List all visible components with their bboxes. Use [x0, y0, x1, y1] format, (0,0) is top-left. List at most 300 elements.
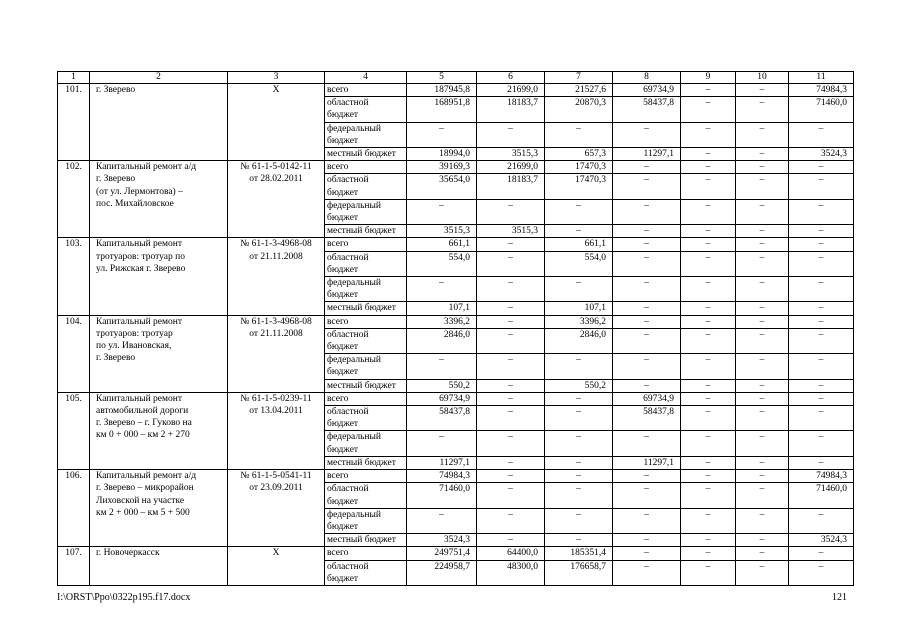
amount-cell: 3524,3 — [789, 148, 854, 161]
amount-cell: – — [545, 199, 613, 224]
amount-cell: – — [545, 431, 613, 456]
amount-cell: – — [681, 508, 736, 533]
amount-cell: – — [613, 199, 681, 224]
funding-source-line: федеральный — [327, 355, 381, 366]
amount-cell: 550,2 — [407, 379, 477, 392]
expertise-document — [228, 315, 325, 392]
amount-cell: – — [681, 406, 736, 431]
amount-cell: – — [613, 534, 681, 547]
entry-number: 102. — [58, 161, 90, 238]
amount-cell: – — [681, 534, 736, 547]
funding-source — [325, 251, 407, 276]
object-name — [90, 161, 228, 238]
funding-source-line: бюджет — [327, 187, 359, 198]
amount-cell: – — [681, 315, 736, 328]
amount-cell: – — [681, 199, 736, 224]
funding-source-line: бюджет — [327, 573, 359, 584]
amount-cell: 21527,6 — [545, 84, 613, 97]
amount-cell: 554,0 — [407, 251, 477, 276]
entry-number: 107. — [58, 547, 90, 586]
funding-source-line: бюджет — [327, 135, 359, 146]
amount-cell: – — [407, 508, 477, 533]
amount-cell: 58437,8 — [613, 406, 681, 431]
object-name-line: (от ул. Лермонтова) – — [96, 186, 183, 197]
amount-cell: 69734,9 — [613, 392, 681, 405]
funding-source-line: бюджет — [327, 290, 359, 301]
funding-source-line: областной — [327, 329, 369, 340]
object-name-line: км 2 + 000 – км 5 + 500 — [96, 507, 190, 518]
amount-cell: – — [736, 251, 789, 276]
funding-source — [325, 238, 407, 251]
amount-cell: 554,0 — [545, 251, 613, 276]
funding-source — [325, 470, 407, 483]
funding-source-line: бюджет — [327, 213, 359, 224]
amount-cell: – — [681, 277, 736, 302]
amount-cell: – — [613, 560, 681, 585]
expertise-document-line: от 23.09.2011 — [249, 483, 303, 494]
funding-source — [325, 560, 407, 585]
amount-cell: – — [736, 97, 789, 122]
amount-cell: – — [545, 534, 613, 547]
funding-source-line: бюджет — [327, 342, 359, 353]
amount-cell: – — [407, 122, 477, 147]
amount-cell: – — [545, 508, 613, 533]
funding-source — [325, 406, 407, 431]
object-name-line: пос. Михайловское — [96, 198, 174, 209]
amount-cell: – — [736, 122, 789, 147]
funding-source-line: областной — [327, 98, 369, 109]
amount-cell: – — [789, 456, 854, 469]
amount-cell: – — [477, 277, 545, 302]
funding-source-line: федеральный — [327, 278, 381, 289]
amount-cell: – — [681, 483, 736, 508]
budget-table-sheet — [57, 71, 853, 584]
amount-cell: – — [477, 392, 545, 405]
amount-cell: – — [477, 354, 545, 379]
entry-number: 104. — [58, 315, 90, 392]
amount-cell: – — [789, 547, 854, 560]
expertise-document — [228, 547, 325, 586]
amount-cell: – — [681, 328, 736, 353]
budget-table-body — [58, 72, 854, 586]
funding-source — [325, 354, 407, 379]
object-name — [90, 84, 228, 161]
amount-cell: 20870,3 — [545, 97, 613, 122]
amount-cell: – — [736, 277, 789, 302]
object-name-line: г. Зверево — [96, 85, 136, 95]
amount-cell: – — [407, 354, 477, 379]
expertise-document-line: № 61-1-5-0239-11 — [240, 393, 312, 404]
amount-cell: 11297,1 — [613, 456, 681, 469]
funding-source — [325, 315, 407, 328]
funding-source-line: всего — [327, 316, 349, 327]
amount-cell: 3524,3 — [789, 534, 854, 547]
funding-source — [325, 122, 407, 147]
funding-source-line: бюджет — [327, 367, 359, 378]
funding-source-line: всего — [327, 393, 349, 404]
entry-number: 103. — [58, 238, 90, 315]
funding-source — [325, 534, 407, 547]
amount-cell: – — [681, 148, 736, 161]
amount-cell: 74984,3 — [789, 470, 854, 483]
object-name-line: Капитальный ремонт — [96, 393, 183, 404]
amount-cell: – — [789, 560, 854, 585]
object-name-line: г. Зверево — [96, 174, 136, 185]
amount-cell: – — [681, 392, 736, 405]
funding-source-line: местный бюджет — [327, 457, 396, 468]
amount-cell: 550,2 — [545, 379, 613, 392]
amount-cell: – — [477, 251, 545, 276]
amount-cell: 18994,0 — [407, 148, 477, 161]
amount-cell: – — [477, 508, 545, 533]
object-name — [90, 315, 228, 392]
entry-number: 105. — [58, 392, 90, 469]
amount-cell: 58437,8 — [613, 97, 681, 122]
table-row — [58, 547, 854, 560]
funding-source-line: бюджет — [327, 496, 359, 507]
amount-cell: 107,1 — [407, 302, 477, 315]
amount-cell: – — [736, 470, 789, 483]
object-name-line: ул. Рижская г. Зверево — [96, 263, 186, 274]
funding-source — [325, 508, 407, 533]
funding-source — [325, 174, 407, 199]
amount-cell: – — [736, 508, 789, 533]
amount-cell: – — [613, 238, 681, 251]
amount-cell: – — [736, 302, 789, 315]
amount-cell: – — [613, 277, 681, 302]
amount-cell: – — [681, 225, 736, 238]
footer-page-number: 121 — [832, 592, 847, 603]
amount-cell: 3515,3 — [477, 148, 545, 161]
amount-cell: – — [681, 84, 736, 97]
amount-cell: – — [477, 406, 545, 431]
amount-cell: 3396,2 — [407, 315, 477, 328]
expertise-document-line: № 61-1-5-0541-11 — [240, 471, 312, 482]
amount-cell: – — [613, 508, 681, 533]
column-number: 9 — [681, 72, 736, 84]
amount-cell: – — [681, 122, 736, 147]
funding-source-line: всего — [327, 162, 349, 173]
funding-source-line: областной — [327, 484, 369, 495]
expertise-document-line: № 61-1-5-0142-11 — [240, 162, 312, 173]
amount-cell: – — [613, 161, 681, 174]
object-name-line: г. Зверево – г. Гуково на — [96, 418, 192, 429]
object-name-line: автомобильной дороги — [96, 406, 189, 417]
object-name-line: Капитальный ремонт а/д — [96, 471, 197, 482]
amount-cell: 17470,3 — [545, 174, 613, 199]
funding-source — [325, 97, 407, 122]
column-number: 8 — [613, 72, 681, 84]
amount-cell: 58437,8 — [407, 406, 477, 431]
amount-cell: 48300,0 — [477, 560, 545, 585]
amount-cell: 69734,9 — [613, 84, 681, 97]
expertise-document — [228, 392, 325, 469]
amount-cell: – — [789, 122, 854, 147]
funding-source-line: местный бюджет — [327, 303, 396, 314]
amount-cell: – — [545, 277, 613, 302]
table-row — [58, 470, 854, 483]
expertise-document-line: Х — [272, 548, 280, 559]
amount-cell: – — [736, 354, 789, 379]
amount-cell: 657,3 — [545, 148, 613, 161]
amount-cell: – — [545, 122, 613, 147]
amount-cell: 69734,9 — [407, 392, 477, 405]
object-name-line: г. Зверево — [96, 353, 136, 364]
amount-cell: – — [681, 379, 736, 392]
amount-cell: – — [736, 392, 789, 405]
amount-cell: – — [789, 277, 854, 302]
funding-source — [325, 161, 407, 174]
funding-source — [325, 392, 407, 405]
amount-cell: – — [681, 547, 736, 560]
funding-source-line: бюджет — [327, 264, 359, 275]
amount-cell: 64400,0 — [477, 547, 545, 560]
funding-source-line: бюджет — [327, 444, 359, 455]
funding-source-line: областной — [327, 561, 369, 572]
amount-cell: – — [789, 431, 854, 456]
object-name-line: Капитальный ремонт а/д — [96, 162, 197, 173]
funding-source-line: областной — [327, 407, 369, 418]
amount-cell: – — [681, 161, 736, 174]
amount-cell: 21699,0 — [477, 84, 545, 97]
expertise-document-line: № 61-1-3-4968-08 — [240, 316, 312, 327]
amount-cell: 2846,0 — [545, 328, 613, 353]
expertise-document-line: от 28.02.2011 — [249, 174, 303, 185]
amount-cell: – — [477, 483, 545, 508]
amount-cell: – — [477, 431, 545, 456]
amount-cell: – — [477, 470, 545, 483]
column-number: 2 — [90, 72, 228, 84]
funding-source-line: федеральный — [327, 200, 381, 211]
amount-cell: – — [681, 470, 736, 483]
amount-cell: – — [789, 379, 854, 392]
amount-cell: – — [545, 456, 613, 469]
expertise-document — [228, 84, 325, 161]
funding-source — [325, 547, 407, 560]
amount-cell: – — [613, 302, 681, 315]
funding-source — [325, 225, 407, 238]
amount-cell: – — [736, 161, 789, 174]
amount-cell: – — [477, 379, 545, 392]
amount-cell: – — [789, 199, 854, 224]
table-row — [58, 315, 854, 328]
amount-cell: 18183,7 — [477, 97, 545, 122]
amount-cell: – — [477, 122, 545, 147]
object-name-line: г. Зверево – микрорайон — [96, 483, 194, 494]
amount-cell: – — [613, 328, 681, 353]
amount-cell: 176658,7 — [545, 560, 613, 585]
funding-source-line: федеральный — [327, 509, 381, 520]
amount-cell: 71460,0 — [789, 97, 854, 122]
funding-source — [325, 148, 407, 161]
amount-cell: 71460,0 — [789, 483, 854, 508]
amount-cell: – — [789, 238, 854, 251]
funding-source-line: бюджет — [327, 419, 359, 430]
amount-cell: – — [681, 354, 736, 379]
funding-source-line: всего — [327, 471, 349, 482]
amount-cell: – — [736, 379, 789, 392]
amount-cell: – — [681, 97, 736, 122]
funding-source — [325, 199, 407, 224]
funding-source-line: бюджет — [327, 521, 359, 532]
column-number: 7 — [545, 72, 613, 84]
object-name-line: Капитальный ремонт — [96, 239, 183, 250]
amount-cell: – — [736, 84, 789, 97]
amount-cell: 3396,2 — [545, 315, 613, 328]
amount-cell: – — [736, 328, 789, 353]
object-name-line: г. Новочеркасск — [96, 548, 160, 559]
budget-table — [57, 71, 854, 586]
amount-cell: – — [545, 406, 613, 431]
amount-cell: – — [789, 392, 854, 405]
amount-cell: – — [681, 174, 736, 199]
object-name-line: тротуаров: тротуар — [96, 328, 173, 339]
amount-cell: 3524,3 — [407, 534, 477, 547]
amount-cell: 224958,7 — [407, 560, 477, 585]
amount-cell: 11297,1 — [613, 148, 681, 161]
funding-source — [325, 379, 407, 392]
object-name — [90, 470, 228, 547]
object-name — [90, 547, 228, 586]
amount-cell: 187945,8 — [407, 84, 477, 97]
amount-cell: – — [789, 174, 854, 199]
amount-cell: – — [681, 251, 736, 276]
expertise-document — [228, 161, 325, 238]
column-number: 11 — [789, 72, 854, 84]
amount-cell: 39169,3 — [407, 161, 477, 174]
amount-cell: – — [736, 148, 789, 161]
amount-cell: – — [789, 328, 854, 353]
amount-cell: 21699,0 — [477, 161, 545, 174]
amount-cell: – — [613, 547, 681, 560]
amount-cell: – — [545, 392, 613, 405]
expertise-document-line: № 61-1-3-4968-08 — [240, 239, 312, 250]
amount-cell: – — [736, 560, 789, 585]
column-number-row — [58, 72, 854, 84]
amount-cell: – — [736, 483, 789, 508]
entry-number: 106. — [58, 470, 90, 547]
expertise-document-line: Х — [272, 85, 280, 95]
amount-cell: – — [736, 534, 789, 547]
amount-cell: – — [789, 302, 854, 315]
amount-cell: – — [613, 431, 681, 456]
amount-cell: – — [681, 431, 736, 456]
amount-cell: 11297,1 — [407, 456, 477, 469]
amount-cell: 661,1 — [545, 238, 613, 251]
amount-cell: – — [736, 225, 789, 238]
amount-cell: 35654,0 — [407, 174, 477, 199]
funding-source-line: областной — [327, 175, 369, 186]
amount-cell: 3515,3 — [407, 225, 477, 238]
amount-cell: – — [789, 315, 854, 328]
amount-cell: – — [613, 225, 681, 238]
column-number: 10 — [736, 72, 789, 84]
amount-cell: 17470,3 — [545, 161, 613, 174]
expertise-document — [228, 238, 325, 315]
amount-cell: – — [613, 122, 681, 147]
amount-cell: 107,1 — [545, 302, 613, 315]
amount-cell: – — [736, 174, 789, 199]
amount-cell: 18183,7 — [477, 174, 545, 199]
amount-cell: – — [681, 238, 736, 251]
amount-cell: – — [681, 560, 736, 585]
column-number: 3 — [228, 72, 325, 84]
amount-cell: – — [477, 456, 545, 469]
object-name-line: Лиховской на участке — [96, 495, 185, 506]
table-row — [58, 84, 854, 97]
column-number: 1 — [58, 72, 90, 84]
table-row — [58, 238, 854, 251]
object-name — [90, 392, 228, 469]
amount-cell: – — [613, 315, 681, 328]
column-number: 6 — [477, 72, 545, 84]
amount-cell: 185351,4 — [545, 547, 613, 560]
amount-cell: – — [477, 238, 545, 251]
amount-cell: – — [789, 508, 854, 533]
amount-cell: – — [736, 547, 789, 560]
column-number: 5 — [407, 72, 477, 84]
expertise-document-line: от 21.11.2008 — [249, 251, 303, 262]
expertise-document — [228, 470, 325, 547]
amount-cell: – — [681, 456, 736, 469]
amount-cell: – — [789, 406, 854, 431]
amount-cell: 74984,3 — [789, 84, 854, 97]
footer-file-path: I:\ORST\Ppo\0322p195.f17.docx — [57, 592, 191, 603]
funding-source-line: местный бюджет — [327, 380, 396, 391]
funding-source-line: федеральный — [327, 432, 381, 443]
amount-cell: – — [407, 431, 477, 456]
object-name-line: по ул. Ивановская, — [96, 341, 172, 352]
amount-cell: – — [736, 315, 789, 328]
amount-cell: – — [407, 199, 477, 224]
amount-cell: – — [789, 251, 854, 276]
amount-cell: – — [477, 534, 545, 547]
amount-cell: – — [736, 406, 789, 431]
funding-source-line: всего — [327, 239, 349, 250]
funding-source — [325, 456, 407, 469]
amount-cell: – — [613, 251, 681, 276]
object-name-line: тротуаров: тротуар по — [96, 251, 185, 262]
amount-cell: 74984,3 — [407, 470, 477, 483]
funding-source — [325, 302, 407, 315]
funding-source-line: федеральный — [327, 123, 381, 134]
amount-cell: – — [681, 302, 736, 315]
funding-source — [325, 277, 407, 302]
funding-source — [325, 84, 407, 97]
funding-source-line: бюджет — [327, 110, 359, 121]
object-name-line: Капитальный ремонт — [96, 316, 183, 327]
funding-source — [325, 483, 407, 508]
amount-cell: 71460,0 — [407, 483, 477, 508]
column-number: 4 — [325, 72, 407, 84]
amount-cell: – — [477, 315, 545, 328]
amount-cell: – — [736, 431, 789, 456]
funding-source-line: областной — [327, 252, 369, 263]
amount-cell: 661,1 — [407, 238, 477, 251]
amount-cell: – — [407, 277, 477, 302]
amount-cell: – — [613, 379, 681, 392]
amount-cell: – — [545, 470, 613, 483]
amount-cell: – — [545, 483, 613, 508]
table-row — [58, 161, 854, 174]
amount-cell: 249751,4 — [407, 547, 477, 560]
amount-cell: – — [613, 174, 681, 199]
amount-cell: – — [613, 483, 681, 508]
entry-number: 101. — [58, 84, 90, 161]
funding-source — [325, 431, 407, 456]
amount-cell: 3515,3 — [477, 225, 545, 238]
object-name — [90, 238, 228, 315]
